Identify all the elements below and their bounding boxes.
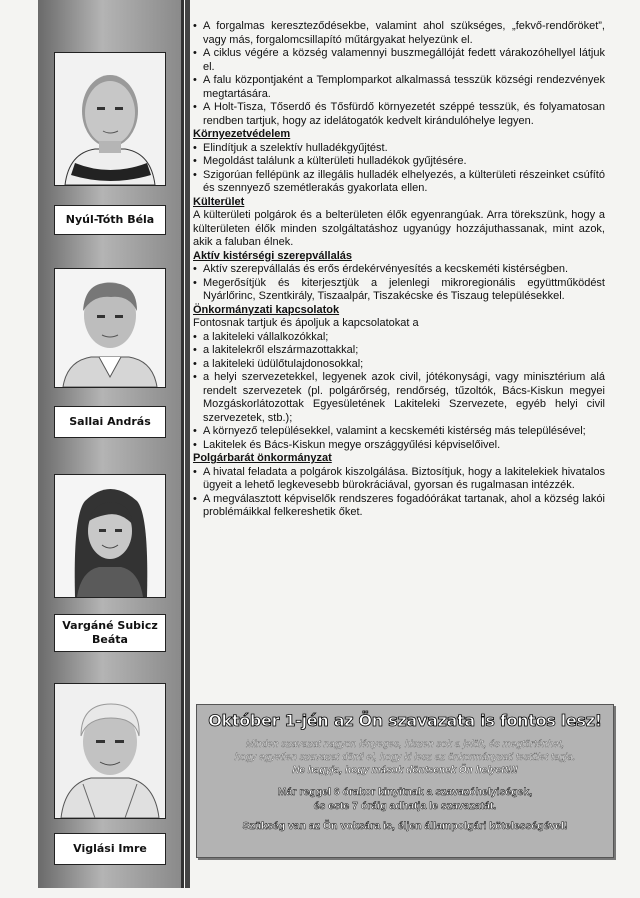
list-item: • a lakiteleki vállalkozókkal; (193, 331, 605, 345)
candidate-name-box (54, 205, 166, 235)
candidate-name: Sallai András (69, 415, 151, 428)
section-paragraph: A külterületi polgárok és a belterületen élők egyenrangúak. Arra törekszünk, hogy a külterületen élők minden szolgáltatáshoz ugyanúgy hozzájuthassanak, mint azok, akik a faluban élnek. (193, 209, 605, 248)
candidate-sidebar (38, 0, 184, 888)
list-item: • a helyi szervezetekkel, legyenek azok civil, jótékonysági, vagy minisztérium alá rendelt szervezetek (pl. polgárőrség, rendőrség, tűzoltók, Bács-Kiskun megyei Mozgáskorlátozottak Egyesületének Lakiteleki Szervezete, egyéb helyi civil szervezetek, stb.); (193, 371, 605, 425)
banner-line: Szükség van az Ön voksára is, éljen állampolgári kötelességével! (242, 820, 568, 832)
list-item: • A ciklus végére a község valamennyi buszmegállóját fedett várakozóhellyel látjuk el. (193, 47, 605, 74)
program-text (193, 20, 605, 520)
list-item: • A Holt-Tisza, Tőserdő és Tősfürdő környezetét széppé tesszük, és folyamatosan rendben tartjuk, hogy az idelátogatók kedvelt kirándulóhelye legyen. (193, 101, 605, 128)
banner-line: Minden szavazat nagyon lényeges, hiszen sok a jelölt, és megtörténhet, (245, 739, 565, 750)
section-paragraph: Fontosnak tartjuk és ápoljuk a kapcsolatokat a (193, 317, 419, 329)
banner-line: Már reggel 6 órakor kinyitnak a szavazóhelyiségek, (277, 786, 533, 798)
candidate-name: Nyúl-Tóth Béla (65, 213, 155, 226)
portrait-image (55, 475, 165, 597)
candidate-name: Viglási Imre (73, 842, 147, 855)
banner-line: Ne hagyja, hogy mások döntsenek Ön helyett!!! (292, 765, 518, 776)
candidate-name-box (54, 406, 166, 438)
section-heading: Polgárbarát önkormányzat (193, 452, 332, 464)
section-heading: Környezetvédelem (193, 128, 291, 140)
portrait-image (55, 53, 165, 185)
candidate-name-line2: Beáta (92, 633, 128, 646)
candidate-name-box (54, 833, 166, 865)
list-item: • Lakitelek és Bács-Kiskun megye országgyűlési képviselőivel. (193, 439, 605, 453)
portrait-image (55, 269, 165, 387)
candidate-photo (54, 268, 166, 388)
list-item: • A környező településekkel, valamint a kecskeméti kistérség más településével; (193, 425, 605, 439)
list-item: • a lakiteleki üdülőtulajdonosokkal; (193, 358, 605, 372)
section-heading: Önkormányzati kapcsolatok (193, 303, 340, 316)
banner-line: és este 7 óráig adhatja le szavazatát. (313, 799, 497, 812)
banner-line: hogy egyetlen szavazat dönti el, hogy ki lesz az önkormányzati testület tagja. (234, 752, 576, 763)
list-item: • A hivatal feladata a polgárok kiszolgálása. Biztosítjuk, hogy a lakitelekiek hivatalos ügyeit a lehető legkevesebb bürokráciával, gyorsan és rugalmasan intézzék. (193, 466, 605, 493)
list-item: • A falu központjaként a Templomparkot alkalmassá tesszük községi rendezvények megtartására. (193, 74, 605, 101)
list-item: • A megválasztott képviselők rendszeres fogadóórákat tartanak, ahol a község lakói problémáikkal felkereshetik őket. (193, 493, 605, 520)
candidate-name-box (54, 614, 166, 652)
candidate-photo (54, 683, 166, 819)
list-item: • Elindítjuk a szelektív hulladékgyűjtést. (193, 142, 605, 156)
section-heading: Aktív kistérségi szerepvállalás (193, 249, 352, 262)
list-item: • Megoldást találunk a külterületi hulladékok gyűjtésére. (193, 155, 605, 169)
list-item: • a lakitelekről elszármazottakkal; (193, 344, 605, 358)
section-heading: Külterület (193, 195, 245, 208)
portrait-image (55, 684, 165, 818)
vote-banner (196, 704, 614, 858)
list-item: • Szigorúan fellépünk az illegális hulladék elhelyezés, a külterületi részeinket csúfító és szennyező szemétlerakás gyakorlata ellen. (193, 169, 605, 196)
list-item: • Megerősítjük és kiterjesztjük a jelenlegi mikroregionális együttműködést Nyárlőrinc, Szentkirály, Tiszaalpár, Tiszakécske és Tiszaug településekkel. (193, 277, 605, 304)
list-item: • A forgalmas kereszteződésekbe, valamint ahol szükséges, „fekvő-rendőröket”, vagy más, forgalomcsillapító műtárgyakat helyezünk el. (193, 20, 605, 47)
candidate-name: Vargáné Subicz (62, 619, 158, 632)
list-item: • Aktív szerepvállalás és erős érdekérvényesítés a kecskeméti kistérségben. (193, 263, 605, 277)
banner-title: Október 1-jén az Ön szavazata is fontos lesz! (208, 711, 602, 730)
candidate-photo (54, 52, 166, 186)
candidate-photo (54, 474, 166, 598)
